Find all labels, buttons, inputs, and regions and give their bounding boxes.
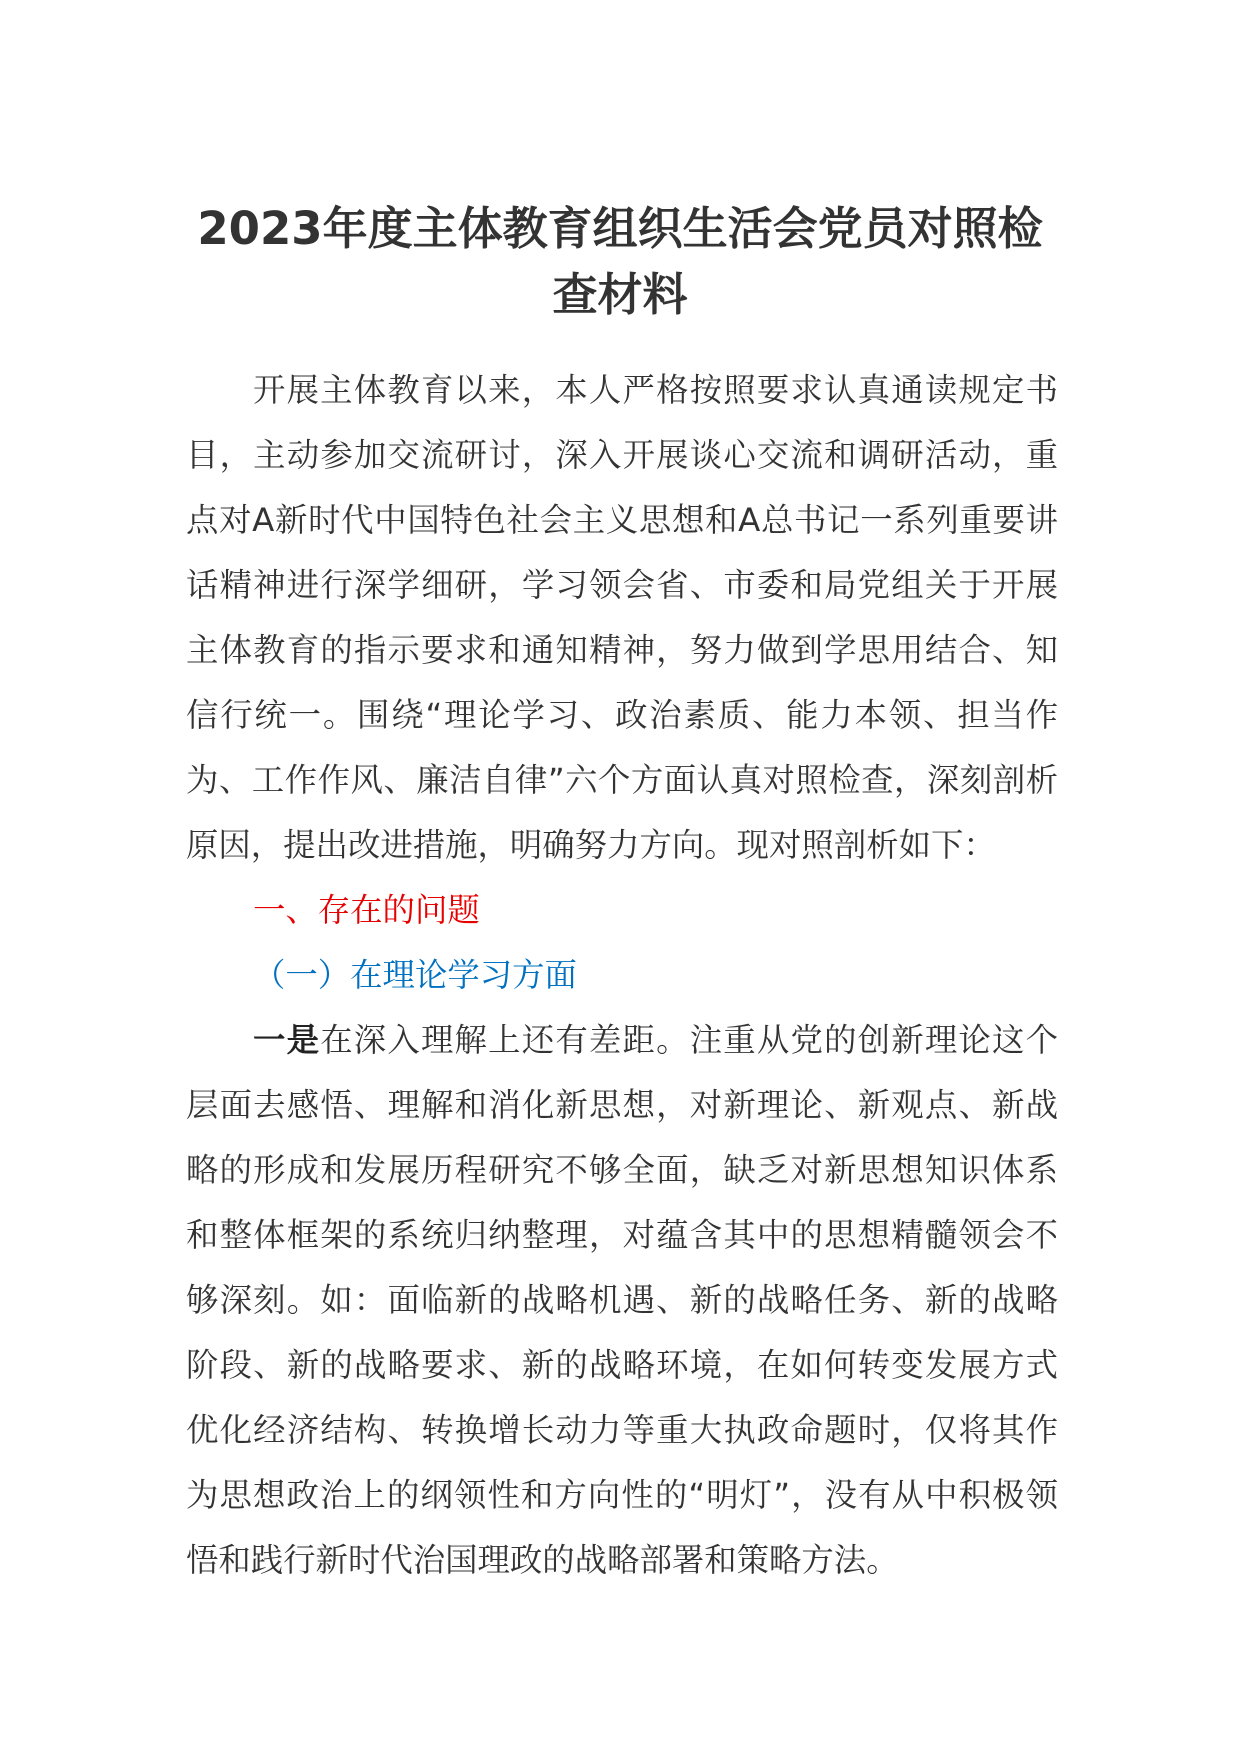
section-heading-problems: 一、存在的问题 <box>253 891 480 929</box>
point-text: 在深入理解上还有差距。注重从党的创新理论这个层面去感悟、理解和消化新思想，对新理论、新观点、新战略的形成和发展历程研究不够全面，缺乏对新思想知识体系和整体框架的系统归纳整理，对蕴含其中的思想精髓领会不够深刻。如：面临新的战略机遇、新的战略任务、新的战略阶段、新的战略要求、新的战略环境，在如何转变发展方式优化经济结构、转换增长动力等重大执政命题时，仅将其作为思想政治上的纲领性和方向性的“明灯”，没有从中积极领悟和践行新时代治国理政的战略部署和策略方法。 <box>186 1021 1059 1579</box>
title-line-1: 2023年度主体教育组织生活会党员对照检 <box>197 202 1043 255</box>
title-line-2: 查材料 <box>552 268 688 321</box>
document-body <box>186 358 1058 1593</box>
document-title <box>160 196 1080 328</box>
intro-paragraph: 开展主体教育以来，本人严格按照要求认真通读规定书目，主动参加交流研讨，深入开展谈心交流和调研活动，重点对A新时代中国特色社会主义思想和A总书记一系列重要讲话精神进行深学细研，学习领会省、市委和局党组关于开展主体教育的指示要求和通知精神，努力做到学思用结合、知信行统一。围绕“理论学习、政治素质、能力本领、担当作为、工作作风、廉洁自律”六个方面认真对照检查，深刻剖析原因，提出改进措施，明确努力方向。现对照剖析如下： <box>186 371 1058 864</box>
point-paragraph-1 <box>186 1008 1058 1593</box>
subsection-heading-theory-study: （一）在理论学习方面 <box>253 956 577 994</box>
point-lead: 一是 <box>253 1021 321 1059</box>
